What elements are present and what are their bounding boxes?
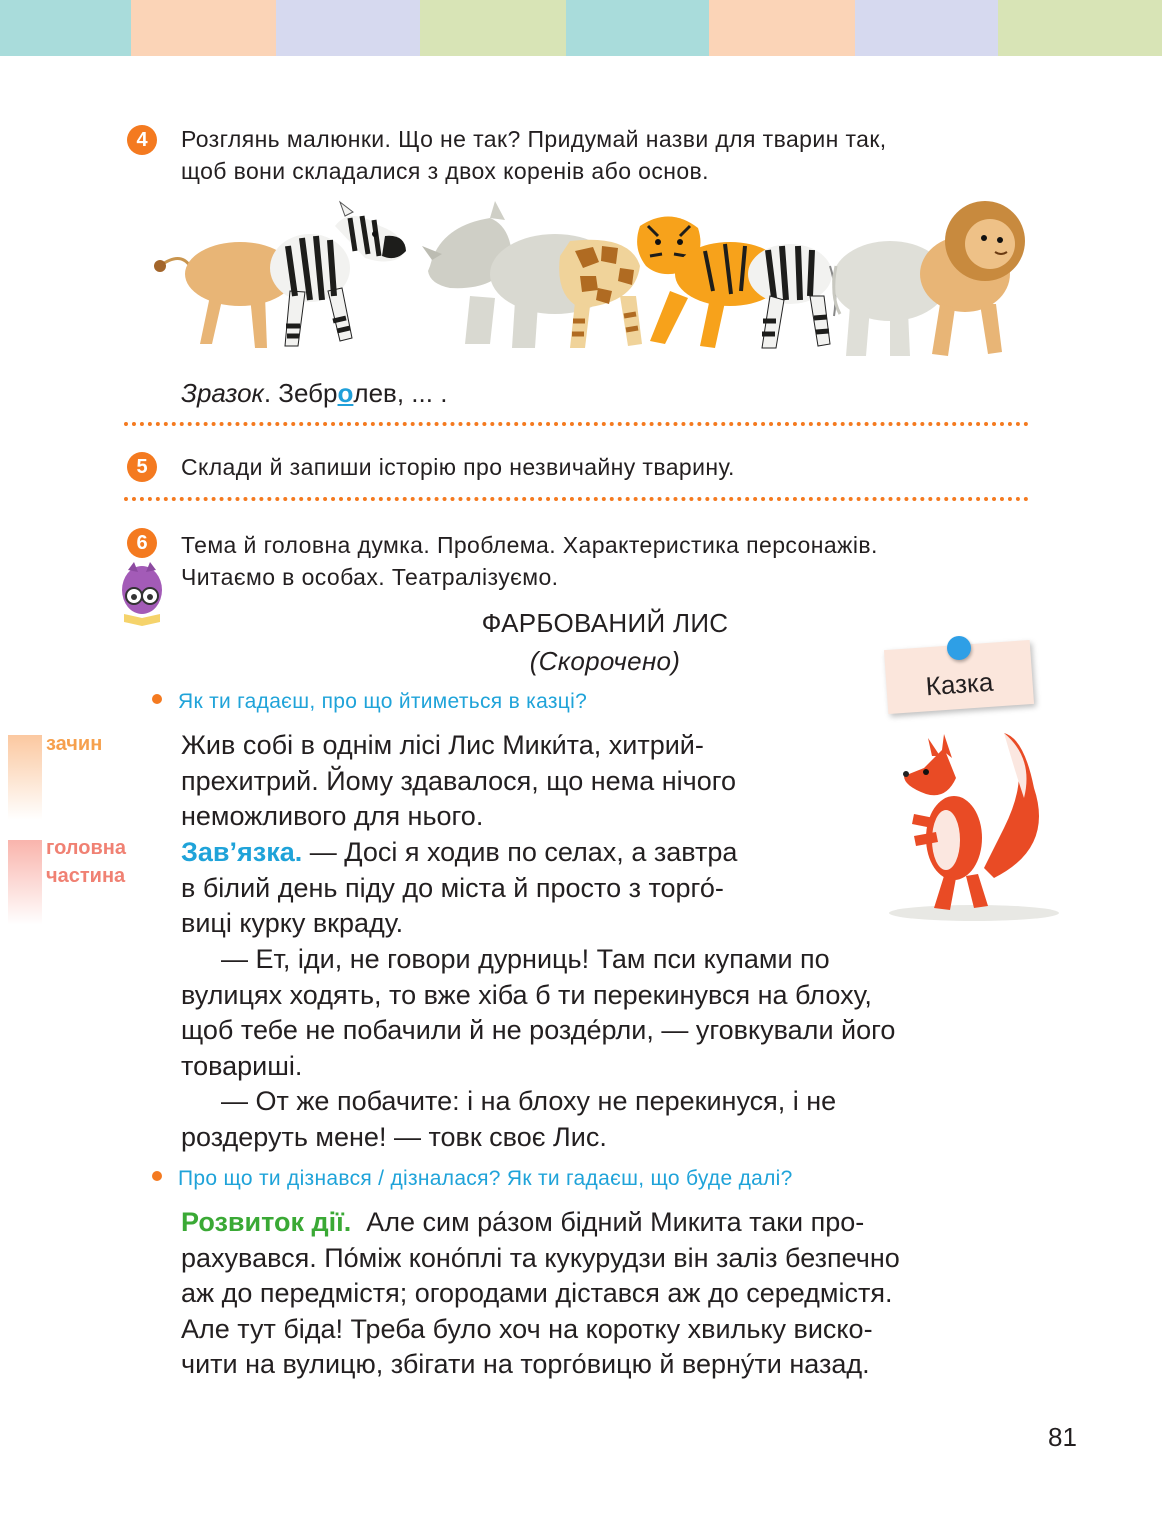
story-paragraph-1 bbox=[181, 728, 853, 835]
side-bar-main-part bbox=[8, 840, 42, 925]
task-6-line: Читаємо в особах. Театралізуємо. bbox=[181, 564, 559, 590]
side-label-main-part bbox=[46, 834, 126, 890]
story-title: ФАРБОВАНИЙ ЛИС bbox=[481, 608, 729, 638]
side-bar-zachyn bbox=[8, 735, 42, 820]
bullet-icon bbox=[152, 1171, 162, 1181]
rhino-giraffe-illustration bbox=[422, 201, 642, 348]
question-text: Як ти гадаєш, про що йтиметься в казці? bbox=[178, 690, 588, 713]
genre-label: Казка bbox=[924, 666, 995, 701]
story-line: — От же побачите: і на блоху не перекинуся, і не bbox=[221, 1086, 837, 1116]
story-paragraph-2 bbox=[181, 835, 853, 942]
band bbox=[131, 0, 276, 56]
story-line: прехитрий. Йому здавалося, що нема нічого bbox=[181, 765, 736, 796]
story-paragraph-4 bbox=[181, 1084, 1027, 1155]
bullet-icon bbox=[152, 694, 162, 704]
story-line: — Ет, іди, не говори дурниць! Там пси купами по bbox=[221, 944, 830, 974]
story-line: роздеруть мене! — товк своє Лис. bbox=[181, 1121, 607, 1152]
pin-icon bbox=[947, 636, 971, 660]
story-line bbox=[181, 1205, 1027, 1241]
band bbox=[0, 0, 131, 56]
elephant-lion-illustration bbox=[832, 201, 1025, 356]
question-2 bbox=[152, 1167, 793, 1191]
example-text: . Зебр bbox=[263, 378, 338, 408]
story-line: Жив собі в однім лісі Лис Мики́та, хитрий- bbox=[181, 730, 704, 760]
band bbox=[855, 0, 998, 56]
band bbox=[276, 0, 420, 56]
dotted-divider bbox=[124, 497, 1029, 501]
example-line bbox=[181, 378, 447, 409]
side-label-line: головна bbox=[46, 837, 126, 859]
story-line: рахувався. По́між коно́плі та кукурудзи він заліз безпечно bbox=[181, 1242, 900, 1273]
story-line: неможливого для нього. bbox=[181, 801, 484, 831]
side-label-zachyn: зачин bbox=[46, 733, 103, 755]
page-number: 81 bbox=[1048, 1422, 1077, 1452]
top-color-bands bbox=[0, 0, 1162, 56]
band bbox=[566, 0, 709, 56]
story-line: товариші. bbox=[181, 1050, 303, 1081]
story-paragraph-3 bbox=[181, 942, 1027, 1084]
fox-illustration bbox=[884, 728, 1064, 928]
connecting-vowel: о bbox=[337, 378, 354, 408]
story-line: в білий день піду до міста й просто з торго́- bbox=[181, 872, 724, 903]
story-line: Але тут біда! Треба було хоч на коротку хвильку виско- bbox=[181, 1313, 873, 1344]
plot-keyword-zavyazka: Зав’язка. bbox=[181, 837, 303, 867]
story-line bbox=[181, 835, 853, 871]
band bbox=[709, 0, 855, 56]
task-4-line: Розглянь малюнки. Що не так? Придумай назви для тварин так, bbox=[181, 126, 887, 152]
story-line: аж до передмістя; огородами дістався аж до середмістя. bbox=[181, 1278, 893, 1308]
story-line: щоб тебе не побачили й не розде́рли, — уговкували його bbox=[181, 1015, 896, 1045]
side-label-line: частина bbox=[46, 865, 126, 887]
question-1 bbox=[152, 690, 587, 714]
example-text: лев, ... . bbox=[353, 378, 448, 408]
question-text: Про що ти дізнався / дізналася? Як ти гадаєш, що буде далі? bbox=[178, 1167, 793, 1190]
zebra-lion-illustration bbox=[154, 202, 406, 348]
story-text: — Досі я ходив по селах, а завтра bbox=[302, 837, 738, 867]
band bbox=[420, 0, 566, 56]
task-4-text bbox=[181, 123, 1027, 187]
story-line: чити на вулицю, збігати на торго́вицю й верну́ти назад. bbox=[181, 1349, 870, 1379]
task-6-text bbox=[181, 529, 1027, 593]
hybrid-animals-illustration bbox=[150, 196, 1030, 366]
tiger-zebra-illustration bbox=[637, 216, 835, 348]
dotted-divider bbox=[124, 422, 1029, 426]
task-5-text: Склади й запиши історію про незвичайну тварину. bbox=[181, 454, 735, 480]
example-label: Зразок bbox=[181, 378, 264, 408]
story-line: виці курку вкраду. bbox=[181, 908, 404, 938]
task-4-line: щоб вони складалися з двох коренів або основ. bbox=[181, 158, 709, 184]
task-6-line: Тема й головна думка. Проблема. Характеристика персонажів. bbox=[181, 532, 878, 558]
story-paragraph-5 bbox=[181, 1205, 1027, 1383]
story-line: вулицях ходять, то вже хіба б ти перекинувся на блоху, bbox=[181, 979, 872, 1010]
reading-owl-icon bbox=[120, 560, 168, 628]
band bbox=[998, 0, 1162, 56]
task-number-4: 4 bbox=[127, 125, 157, 155]
story-text: Але сим ра́зом бідний Микита таки про- bbox=[351, 1207, 865, 1237]
task-number-6: 6 bbox=[127, 528, 157, 558]
story-subtitle: (Скорочено) bbox=[529, 646, 681, 676]
plot-keyword-rozvytok: Розвиток дії. bbox=[181, 1207, 352, 1237]
task-number-5: 5 bbox=[127, 452, 157, 482]
